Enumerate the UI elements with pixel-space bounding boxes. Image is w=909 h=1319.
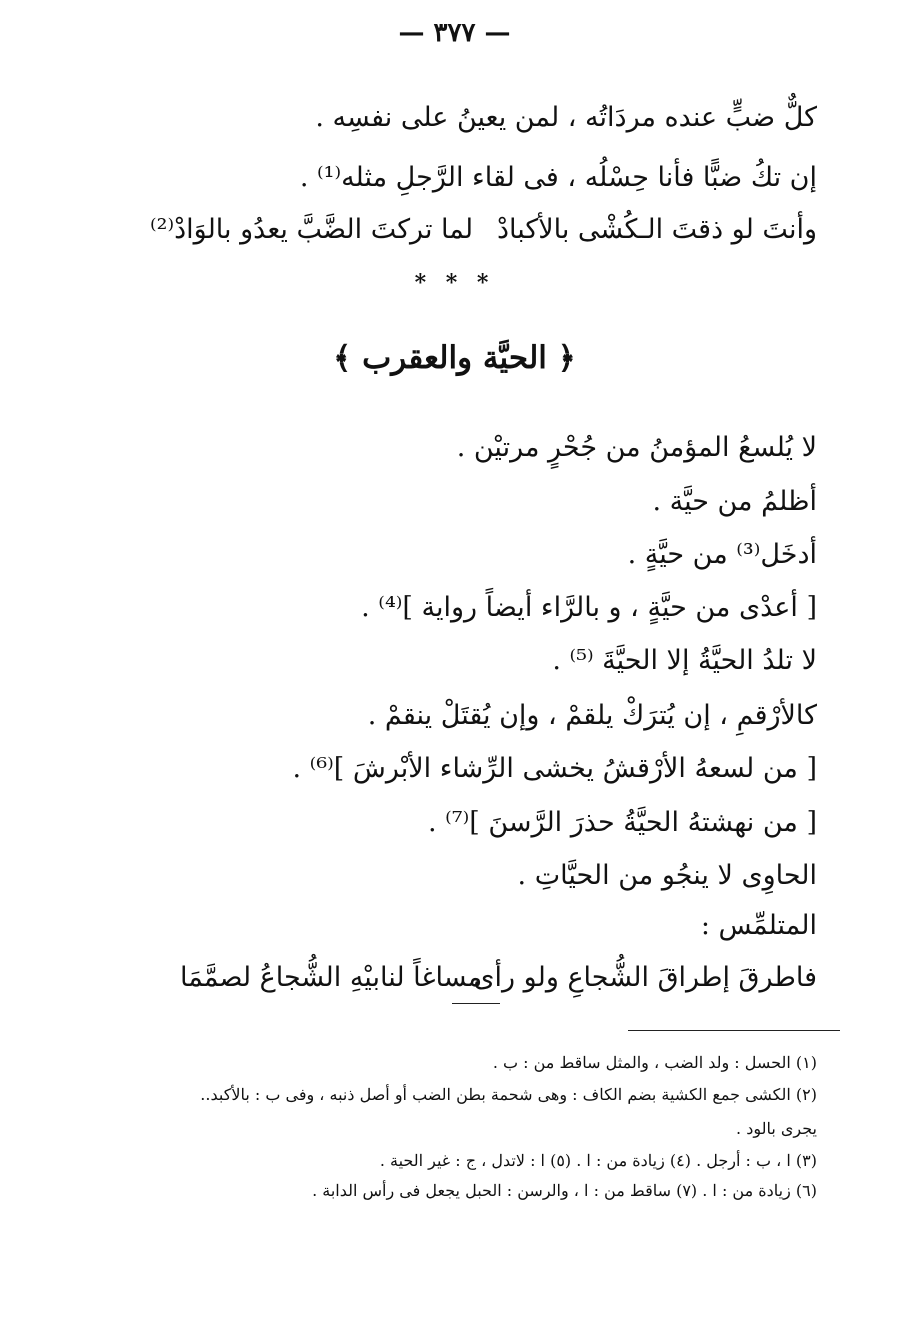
section-separator: * * * xyxy=(414,270,495,296)
proverb-line: أظلمُ من حيَّة . xyxy=(652,486,817,517)
proverb-line: [ من لسعهُ الأرْقشُ يخشى الرِّشاء الأبْرشَ ]⁽⁶⁾ . xyxy=(292,753,817,784)
proverb-line: [ أعدْى من حيَّةٍ ، و بالرَّاء أيضاً رواية ]⁽⁴⁾ . xyxy=(361,592,817,623)
page-number: — ٣٧٧ — xyxy=(398,18,511,48)
section-title: ﴿ الحيَّة والعقرب ﴾ xyxy=(333,340,576,376)
poet-label: المتلمِّس : xyxy=(700,910,817,941)
proverb-line: كالأرْقمِ ، إن يُترَكْ يلقمْ ، وإن يُقتَلْ ينقمْ . xyxy=(367,700,817,731)
proverb-line: كلٌّ ضبٍّ عنده مردَاتُه ، لمن يعينُ على نفسِه . xyxy=(315,102,817,133)
verse-right-hemistich: فاطرقَ إطراقَ الشُّجاعِ ولو رأى xyxy=(473,962,817,993)
verse-underline xyxy=(452,1003,500,1004)
footnote: (١) الحسل : ولد الضب ، والمثل ساقط من : ب . xyxy=(492,1053,817,1072)
footnote-separator xyxy=(628,1030,840,1031)
proverb-line: الحاوِى لا ينجُو من الحيَّاتِ . xyxy=(517,860,817,891)
proverb-line: لا يُلسعُ المؤمنُ من جُحْرٍ مرتيْن . xyxy=(456,432,817,463)
verse-right-hemistich: وأنتَ لو ذقتَ الـكُشْى بالأكبادْ xyxy=(496,214,817,245)
proverb-line: لا تلدُ الحيَّةُ إلا الحيَّةَ ⁽⁵⁾ . xyxy=(552,645,817,676)
footnote: (٦) زيادة من : ا . (٧) ساقط من : ا ، والرسن : الحبل يجعل فى رأس الدابة . xyxy=(312,1181,817,1200)
footnote: يجرى بالود . xyxy=(736,1119,817,1138)
proverb-line: إن تكُ ضبًّا فأنا حِسْلُه ، فى لقاء الرَّجلِ مثله⁽¹⁾ . xyxy=(299,162,817,193)
proverb-line: أدخَل⁽³⁾ من حيَّةٍ . xyxy=(627,539,817,570)
proverb-line: [ من نهشتهُ الحيَّةُ حذرَ الرَّسنَ ]⁽⁷⁾ . xyxy=(428,807,817,838)
verse-left-hemistich: مساغاً لنابيْهِ الشُّجاعُ لصمَّمَا xyxy=(180,962,483,993)
footnote: (٣) ا ، ب : أرجل . (٤) زيادة من : ا . (٥) ا : لاتدل ، ج : غير الحية . xyxy=(379,1151,817,1170)
verse-left-hemistich: لما تركتَ الضَّبَّ يعدُو بالوَادْ⁽²⁾ xyxy=(150,214,474,245)
footnote: (٢) الكشى جمع الكشية بضم الكاف : وهى شحمة بطن الضب أو أصل ذنبه ، وفى ب : بالأكبد.. xyxy=(200,1085,817,1104)
